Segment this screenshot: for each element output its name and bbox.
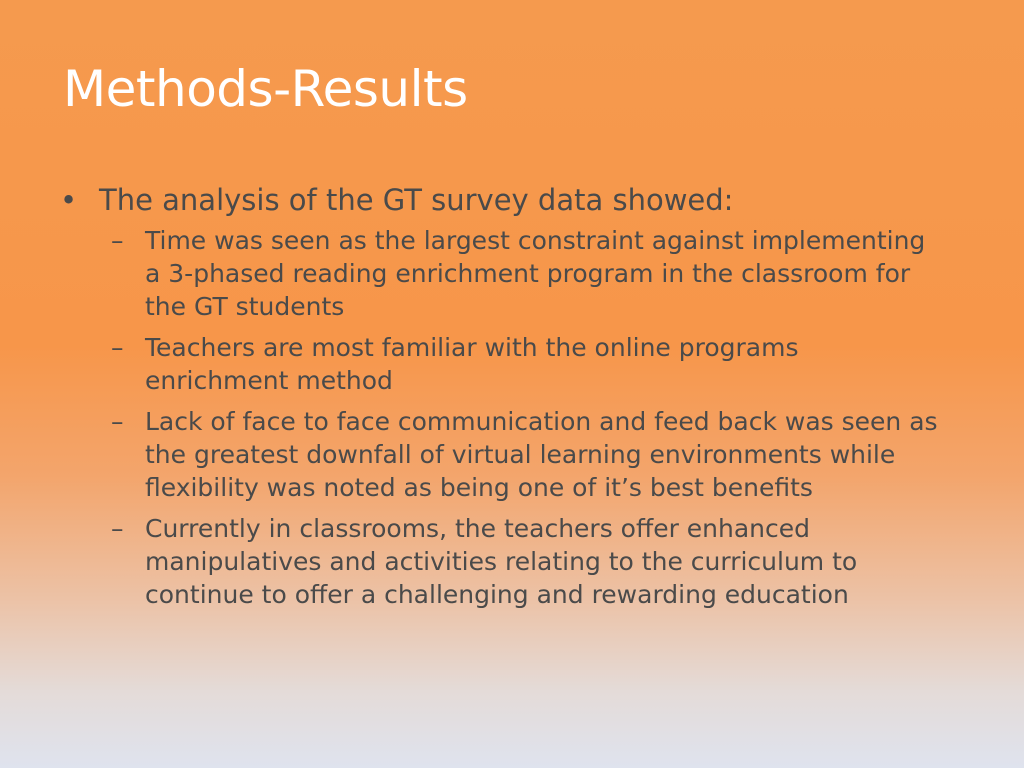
bullet-item (58, 180, 958, 220)
slide-title: Methods-Results (63, 60, 468, 118)
sub-bullet-item (111, 512, 958, 611)
sub-bullet-text: Currently in classrooms, the teachers offer enhanced manipulatives and activities relating to the curriculum to continue to offer a challenging and rewarding education (145, 514, 858, 609)
dash-icon: – (111, 226, 124, 255)
dash-icon: – (111, 514, 124, 543)
sub-bullet-text: Lack of face to face communication and feed back was seen as the greatest downfall of virtual learning environments while flexibility was noted as being one of it’s best benefits (145, 407, 938, 502)
bullet-text: The analysis of the GT survey data showed: (99, 183, 734, 217)
bullet-dot-icon: • (60, 183, 78, 217)
slide-body (58, 180, 958, 619)
dash-icon: – (111, 333, 124, 362)
sub-bullet-item (111, 405, 958, 504)
sub-bullet-item (111, 224, 958, 323)
dash-icon: – (111, 407, 124, 436)
sub-bullet-item (111, 331, 958, 397)
sub-bullet-text: Time was seen as the largest constraint against implementing a 3-phased reading enrichment program in the classroom for the GT students (145, 226, 926, 321)
sub-bullet-text: Teachers are most familiar with the online programs enrichment method (145, 333, 799, 395)
sub-bullet-list (111, 224, 958, 611)
